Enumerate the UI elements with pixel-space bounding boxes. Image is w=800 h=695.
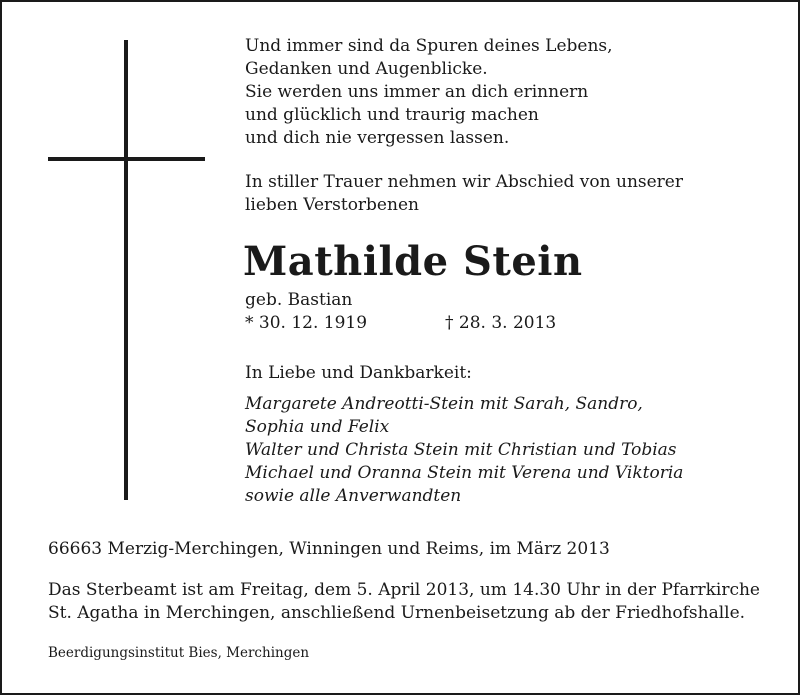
family-line: Margarete Andreotti-Stein mit Sarah, Sandro, (245, 394, 643, 414)
birth-date: * 30. 12. 1919 (245, 313, 368, 333)
service-line: St. Agatha in Merchingen, anschließend Urnenbeisetzung ab der Friedhofshalle. (48, 603, 746, 623)
service-info (48, 579, 788, 625)
service-line: Das Sterbeamt ist am Freitag, dem 5. April 2013, um 14.30 Uhr in der Pfarrkirche (48, 580, 760, 600)
family-line: Sophia und Felix (245, 417, 390, 437)
deceased-details (245, 289, 785, 335)
poem-line: und glücklich und traurig machen (245, 105, 539, 125)
deceased-name: Mathilde Stein (243, 238, 583, 285)
place-date: 66663 Merzig-Merchingen, Winningen und Reims, im März 2013 (48, 539, 610, 559)
poem-line: Gedanken und Augenblicke. (245, 59, 488, 79)
family-line: sowie alle Anverwandten (245, 486, 462, 506)
poem-line: und dich nie vergessen lassen. (245, 128, 510, 148)
cross-icon-vertical (124, 40, 128, 500)
life-dates (245, 312, 785, 335)
maiden-name: geb. Bastian (245, 290, 353, 310)
cross-icon-horizontal (48, 157, 205, 161)
family-line: Michael und Oranna Stein mit Verena und Viktoria (245, 463, 684, 483)
family-line: Walter und Christa Stein mit Christian und Tobias (245, 440, 677, 460)
gratitude-heading: In Liebe und Dankbarkeit: (245, 363, 472, 383)
poem (245, 35, 785, 150)
announcement-line: lieben Verstorbenen (245, 195, 419, 215)
family-list (245, 393, 785, 508)
poem-line: Sie werden uns immer an dich erinnern (245, 82, 589, 102)
announcement (245, 171, 785, 217)
death-date: † 28. 3. 2013 (445, 313, 557, 333)
announcement-line: In stiller Trauer nehmen wir Abschied von unserer (245, 172, 683, 192)
poem-line: Und immer sind da Spuren deines Lebens, (245, 36, 613, 56)
funeral-home: Beerdigungsinstitut Bies, Merchingen (48, 645, 310, 661)
